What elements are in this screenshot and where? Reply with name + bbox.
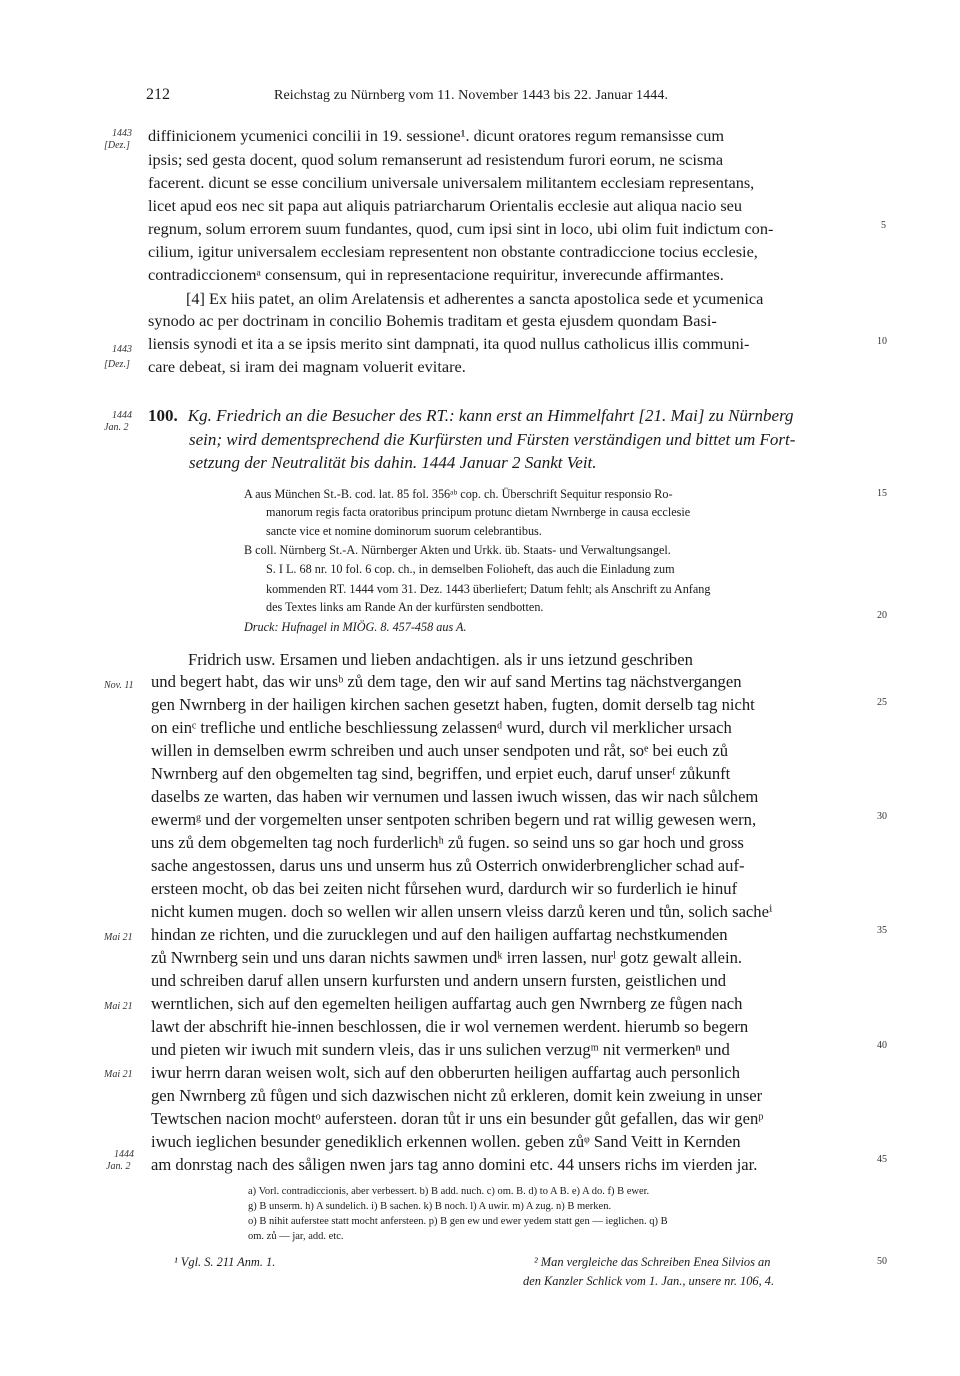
line-number: 50 (877, 1256, 887, 1267)
letter-line: daselbs ze warten, das haben wir vernumen und lassen iwuch wissen, das wir nach sůlchem (151, 787, 759, 806)
letter-line: nicht kumen mugen. doch so wellen wir allen unsern vleiss darzů keren und tůn, solich sacheⁱ (151, 902, 773, 921)
text-line: facerent. dicunt se esse concilium universale universalem militantem ecclesiam representans, (148, 173, 755, 192)
letter-line: iwur herrn daran weisen wolt, sich auf den obberurten heiligen auffartag auch personlich (151, 1063, 741, 1082)
margin-date: Jan. 2 (104, 422, 129, 433)
footnote-2-cont: den Kanzler Schlick vom 1. Jan., unsere nr. 106, 4. (523, 1274, 775, 1288)
entry-title (148, 406, 794, 426)
text-line: synodo ac per doctrinam in concilio Bohemis traditam et gesta ejusdem quondam Basi- (148, 311, 717, 330)
margin-month: [Dez.] (104, 359, 130, 370)
text-line: licet apud eos nec sit papa aut aliquis patriarcharum Orientalis ecclesie aut aliqua nacio seu (148, 196, 743, 215)
letter-line: iwuch ieglichen besunder genediklich erkennen wollen. geben zůᵠ Sand Veitt in Kernden (151, 1132, 741, 1151)
margin-date: Mai 21 (104, 1001, 133, 1012)
apparatus-line: om. zů — jar, add. etc. (248, 1231, 344, 1242)
letter-line: gen Nwrnberg in der hailigen kirchen sachen gesetzt haben, fugten, domit derselb tag nicht (151, 695, 755, 714)
source-line: B coll. Nürnberg St.-A. Nürnberger Akten und Urkk. üb. Staats- und Verwaltungsangel. (244, 543, 671, 557)
line-number: 25 (877, 697, 887, 708)
line-number: 30 (877, 811, 887, 822)
line-number: 35 (877, 925, 887, 936)
source-line: kommenden RT. 1444 vom 31. Dez. 1443 überliefert; Datum fehlt; als Anschrift zu Anfang (266, 582, 711, 596)
text-line: [4] Ex hiis patet, an olim Arelatensis et adherentes a sancta apostolica sede et ycumenica (186, 289, 764, 308)
letter-line: am donrstag nach des såligen nwen jars tag anno domini etc. 44 unsers richs im vierden jar. (151, 1155, 758, 1174)
letter-line: sache angestossen, darus uns und unserm hus zů Osterrich onwiderbrenglicher schad auf- (151, 856, 745, 875)
page-number: 212 (146, 86, 170, 103)
letter-line: werntlichen, sich auf den egemelten heiligen auffartag auch gen Nwrnberg ze fůgen nach (151, 994, 743, 1013)
letter-line: Tewtschen nacion mochtᵒ aufersteen. doran tůt ir uns ein besunder gůt gefallen, das wir genᵖ (151, 1109, 764, 1128)
margin-date: Jan. 2 (106, 1161, 131, 1172)
running-title: Reichstag zu Nürnberg vom 11. November 1443 bis 22. Januar 1444. (274, 88, 669, 103)
margin-year: 1443 (112, 128, 132, 139)
letter-line: on einᶜ trefliche und entliche beschliessung zelassenᵈ wurd, durch vil merklicher ursach (151, 718, 732, 737)
letter-line: zů Nwrnberg sein und uns daran nichts sawmen undᵏ irren lassen, nurˡ gotz gewalt allein. (151, 948, 743, 967)
letter-line: Fridrich usw. Ersamen und lieben andachtigen. als ir uns ietzund geschriben (188, 650, 693, 669)
line-number: 40 (877, 1040, 887, 1051)
print-reference: Druck: Hufnagel in MIÖG. 8. 457-458 aus A. (244, 620, 467, 634)
footnote-1: ¹ Vgl. S. 211 Anm. 1. (174, 1255, 276, 1269)
margin-year: 1444 (112, 410, 132, 421)
source-line: des Textes links am Rande An der kurfürsten sendbotten. (266, 600, 544, 614)
line-number: 5 (881, 220, 886, 231)
footnote-2: ² Man vergleiche das Schreiben Enea Silvios an (534, 1255, 771, 1269)
apparatus-line: o) B nihit auferstee statt mocht anfersteen. p) B gen ew und ewer yedem statt gen — ieglichen. q) B (248, 1216, 668, 1227)
text-line: liensis synodi et ita a se ipsis merito sint dampnati, ita quod nullus catholicus illis communi- (148, 334, 750, 353)
entry-title-line: setzung der Neutralität bis dahin. 1444 Januar 2 Sankt Veit. (189, 453, 597, 472)
margin-date: Nov. 11 (104, 680, 134, 691)
entry-title-line: Kg. Friedrich an die Besucher des RT.: kann erst an Himmelfahrt [21. Mai] zu Nürnberg (187, 406, 794, 425)
margin-date: Mai 21 (104, 1069, 133, 1080)
letter-line: willen in demselben ewrm schreiben und auch unser sendpoten und råt, soᵉ bei euch zů (151, 741, 729, 760)
margin-year: 1444 (114, 1149, 134, 1160)
letter-line: und schreiben daruf allen unsern kurfursten und andern unsern fursten, geistlichen und (151, 971, 727, 990)
apparatus-line: a) Vorl. contradiccionis, aber verbessert. b) B add. nuch. c) om. B. d) to A B. e) A do. f) B ewer. (248, 1186, 650, 1197)
letter-line: und pieten wir iwuch mit sundern vleis, das ir uns sulichen verzugᵐ nit vermerkenⁿ und (151, 1040, 730, 1059)
letter-line: ewermᵍ und der vorgemelten unser sentpoten schriben begern und rat willig gewesen wern, (151, 810, 757, 829)
line-number: 45 (877, 1154, 887, 1165)
entry-title-line: sein; wird dementsprechend die Kurfürsten und Fürsten verständigen und bittet um Fort- (189, 430, 796, 449)
source-line: A aus München St.-B. cod. lat. 85 fol. 356ᵃᵇ cop. ch. Überschrift Sequitur responsio Ro- (244, 487, 673, 501)
text-line: regnum, solum errorem suum fundantes, quod, cum ipsi sint in loco, ubi olim fuit indictum con- (148, 219, 774, 238)
running-header (146, 86, 886, 108)
apparatus-line: g) B unserm. h) A sundelich. i) B sachen. k) B noch. l) A uwir. m) A zug. n) B merken. (248, 1201, 612, 1212)
margin-date: Mai 21 (104, 932, 133, 943)
text-line: diffinicionem ycumenici concilii in 19. sessione¹. dicunt oratores regum remansisse cum (148, 126, 725, 145)
letter-line: Nwrnberg auf den obgemelten tag sind, begriffen, und erpiet euch, daruf unserᶠ zůkunft (151, 764, 731, 783)
letter-line: lawt der abschrift hie-innen beschlossen, die ir wol vernemen werdent. hierumb so begern (151, 1017, 749, 1036)
source-line: manorum regis facta oratoribus principum protunc dietam Nwrnberge in causa ecclesie (266, 505, 691, 519)
text-line: cilium, igitur universalem ecclesiam representent non obstante contradiccione tocius ecclesie, (148, 242, 758, 261)
line-number: 10 (877, 336, 887, 347)
letter-line: ersteen mocht, ob das bei zeiten nicht fůrsehen wurd, dardurch wir so furderlich ie hinuf (151, 879, 738, 898)
source-line: S. I L. 68 nr. 10 fol. 6 cop. ch., in demselben Folioheft, das auch die Einladung zum (266, 562, 675, 576)
line-number: 20 (877, 610, 887, 621)
text-line: contradiccionemᵃ consensum, qui in representacione requiritur, inverecunde affirmantes. (148, 265, 724, 284)
letter-line: und begert habt, das wir unsᵇ zů dem tage, den wir auf sand Mertins tag nächstvergangen (151, 672, 742, 691)
line-number: 15 (877, 488, 887, 499)
margin-month: [Dez.] (104, 140, 130, 151)
letter-line: gen Nwrnberg zů fůgen und sich dazwischen nicht zů erkleren, domit kein zweiung in unser (151, 1086, 763, 1105)
margin-year: 1443 (112, 344, 132, 355)
letter-line: uns zů dem obgemelten tag noch furderlichʰ zů fugen. so seind uns so gar hoch und gross (151, 833, 744, 852)
entry-number: 100. (148, 406, 178, 425)
letter-line: hindan ze richten, und die zurucklegen und auf den hailigen auffartag nechstkumenden (151, 925, 728, 944)
text-line: care debeat, si iram dei magnam voluerit evitare. (148, 357, 466, 376)
source-line: sancte vice et nomine dominorum suorum celebrantibus. (266, 524, 542, 538)
text-line: ipsis; sed gesta docent, quod solum remanserunt ad resistendum furori eorum, ne scisma (148, 150, 724, 169)
